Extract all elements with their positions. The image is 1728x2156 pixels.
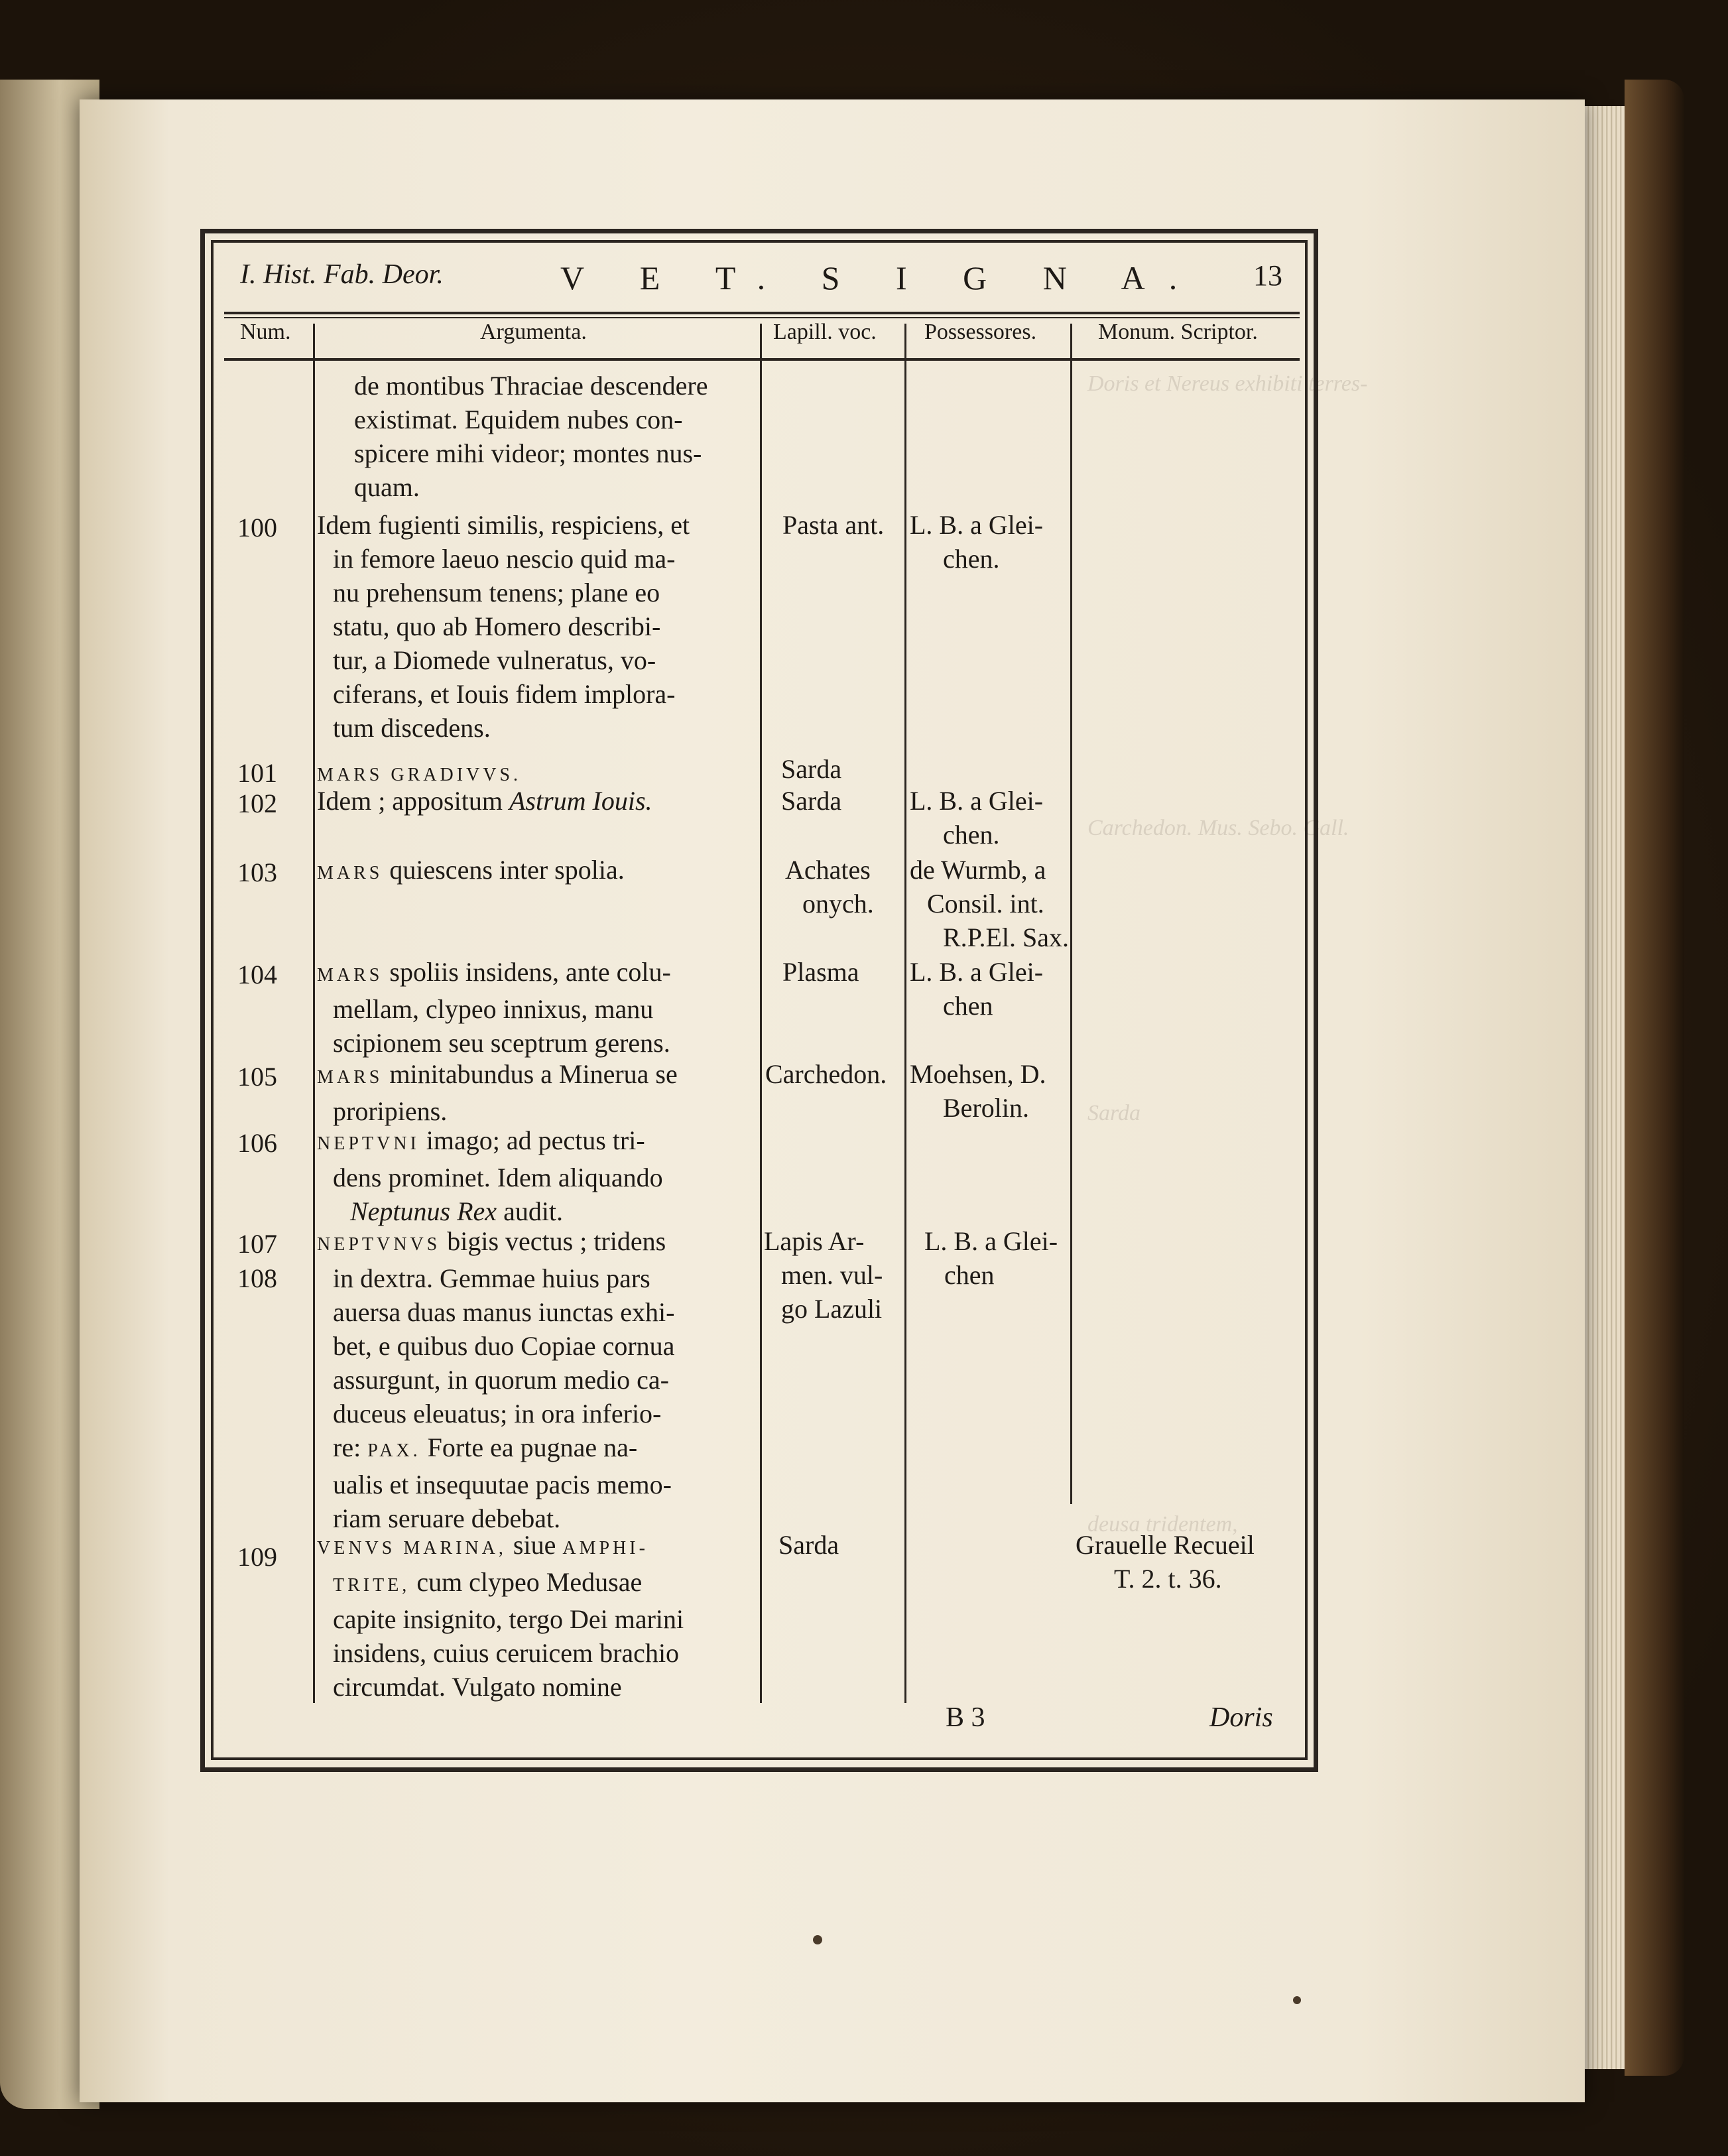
text-line: Achates xyxy=(785,855,871,885)
bleed-through: deusa tridentem, xyxy=(1087,1512,1238,1537)
ink-spot xyxy=(813,1935,822,1944)
text-line: duceus eleuatus; in ora inferio- xyxy=(333,1399,662,1428)
entry-monument xyxy=(1076,1528,1255,1596)
text-line: nu prehensum tenens; plane eo xyxy=(333,578,660,607)
text-span: cum clypeo Medusae xyxy=(410,1567,643,1597)
text-line: auersa duas manus iunctas exhi- xyxy=(333,1297,675,1327)
entry-number: 100 xyxy=(237,513,277,542)
entry-possessor xyxy=(910,508,1043,576)
entry-argument xyxy=(317,1057,678,1128)
text-line: go Lazuli xyxy=(781,1294,883,1324)
entry-possessor xyxy=(910,955,1043,1023)
text-span: siue xyxy=(506,1530,563,1560)
section-title: V E T. S I G N A. xyxy=(560,259,1202,296)
small-caps-name: MARS GRADIVVS. xyxy=(317,765,522,785)
text-line: assurgunt, in quorum medio ca- xyxy=(333,1365,669,1395)
text-span: imago; ad pectus tri- xyxy=(419,1125,645,1155)
text-line: Idem fugienti similis, respiciens, et xyxy=(317,510,690,540)
entry-possessor xyxy=(910,1057,1046,1125)
text-line xyxy=(317,955,671,992)
text-span: re: xyxy=(333,1432,368,1462)
italic-text: Astrum Iouis. xyxy=(509,786,652,816)
entry-argument xyxy=(317,784,652,818)
bleed-through: Doris et Nereus exhibiti terres- xyxy=(1087,371,1368,396)
text-line: circumdat. Vulgato nomine xyxy=(333,1672,622,1702)
text-line: de Wurmb, a xyxy=(910,855,1046,885)
book-cover-edge xyxy=(1625,80,1684,2076)
text-line: bet, e quibus duo Copiae cornua xyxy=(333,1331,675,1361)
running-title: I. Hist. Fab. Deor. xyxy=(240,259,444,290)
column-header-argumenta: Argumenta. xyxy=(480,320,587,344)
text-line: de montibus Thraciae descendere xyxy=(354,371,708,401)
column-rule xyxy=(904,324,906,1703)
continued-text xyxy=(354,369,708,504)
entry-lapill xyxy=(765,1057,887,1091)
column-header-rule xyxy=(224,358,1300,361)
text-line: Sarda xyxy=(781,754,842,784)
text-line xyxy=(317,1430,674,1468)
text-span: quiescens inter spolia. xyxy=(383,855,625,885)
small-caps-name: TRITE, xyxy=(333,1575,410,1596)
small-caps-name: PAX. xyxy=(367,1440,421,1461)
entry-number: 109 xyxy=(237,1542,277,1572)
entry-argument xyxy=(317,1528,684,1704)
text-line xyxy=(317,1194,663,1228)
text-span: spoliis insidens, ante colu- xyxy=(383,957,671,987)
page-edges xyxy=(1585,106,1625,2069)
text-line: chen. xyxy=(943,544,1000,574)
entry-argument xyxy=(317,508,690,745)
bleed-through: Carchedon. Mus. Sebo. Gall. xyxy=(1087,816,1349,840)
text-line: Sarda xyxy=(781,786,842,816)
column-header-monum: Monum. Scriptor. xyxy=(1098,320,1258,344)
italic-text: Neptunus Rex xyxy=(350,1196,497,1226)
entry-number: 102 xyxy=(237,789,277,818)
entry-number: 108 xyxy=(237,1263,277,1293)
text-line: tur, a Diomede vulneratus, vo- xyxy=(333,645,656,675)
text-line xyxy=(317,1224,674,1261)
page-number: 13 xyxy=(1253,259,1282,292)
small-caps-name: AMPHI- xyxy=(562,1538,648,1558)
text-line: Sarda xyxy=(778,1530,839,1560)
text-line: proripiens. xyxy=(333,1096,448,1126)
text-line: in dextra. Gemmae huius pars xyxy=(333,1263,650,1293)
entry-number: 104 xyxy=(237,960,277,989)
text-line: Consil. int. xyxy=(927,889,1044,919)
entry-number: 106 xyxy=(237,1128,277,1158)
catchword: Doris xyxy=(1209,1702,1273,1733)
text-line: L. B. a Glei- xyxy=(924,1226,1058,1256)
text-line: Grauelle Recueil xyxy=(1076,1530,1255,1560)
text-line: chen. xyxy=(943,820,1000,850)
text-line: quam. xyxy=(354,472,420,502)
column-rule xyxy=(760,324,762,1703)
small-caps-name: MARS xyxy=(317,1067,383,1088)
text-span: audit. xyxy=(497,1196,564,1226)
text-line: riam seruare debebat. xyxy=(333,1503,561,1533)
text-line: statu, quo ab Homero describi- xyxy=(333,611,661,641)
text-span: Forte ea pugnae na- xyxy=(420,1432,638,1462)
entry-lapill xyxy=(785,853,874,920)
entry-possessor xyxy=(924,1224,1058,1292)
column-header-possessores: Possessores. xyxy=(924,320,1037,344)
entry-possessor xyxy=(910,853,1069,954)
text-line: chen xyxy=(943,991,993,1021)
text-line: ciferans, et Iouis fidem implora- xyxy=(333,679,676,709)
entry-lapill xyxy=(781,752,841,786)
text-span: minitabundus a Minerua se xyxy=(383,1059,678,1089)
entry-number: 101 xyxy=(237,758,277,788)
text-line: onych. xyxy=(802,889,874,919)
signature-mark: B 3 xyxy=(946,1702,985,1733)
text-line: men. vul- xyxy=(781,1260,883,1290)
small-caps-name: VENVS MARINA, xyxy=(317,1538,507,1558)
entry-lapill xyxy=(778,1528,839,1562)
text-span: bigis vectus ; tridens xyxy=(440,1226,666,1256)
text-line: existimat. Equidem nubes con- xyxy=(354,405,683,434)
header-rule xyxy=(224,317,1300,318)
small-caps-name: NEPTVNVS xyxy=(317,1234,441,1255)
entry-argument xyxy=(317,1123,663,1228)
text-line: mellam, clypeo innixus, manu xyxy=(333,994,654,1024)
text-line: Berolin. xyxy=(943,1093,1029,1123)
text-line: L. B. a Glei- xyxy=(910,510,1044,540)
column-header-num: Num. xyxy=(240,320,291,344)
text-line: dens prominet. Idem aliquando xyxy=(333,1163,663,1192)
header-rule xyxy=(224,312,1300,314)
bleed-through: Sarda xyxy=(1087,1101,1141,1125)
text-line: scipionem seu sceptrum gerens. xyxy=(333,1028,670,1058)
text-line: L. B. a Glei- xyxy=(910,786,1044,816)
text-line xyxy=(317,1057,678,1094)
entry-number: 105 xyxy=(237,1062,277,1092)
text-line: chen xyxy=(944,1260,995,1290)
column-rule xyxy=(313,324,315,1703)
text-line xyxy=(317,1528,684,1565)
entry-argument xyxy=(317,955,671,1060)
entry-argument xyxy=(317,1224,674,1535)
entry-number: 107 xyxy=(237,1229,277,1259)
text-line xyxy=(317,1123,663,1161)
text-line: T. 2. t. 36. xyxy=(1114,1564,1222,1594)
text-span: Idem ; appositum xyxy=(317,786,509,816)
entry-lapill xyxy=(782,508,884,542)
text-line: Pasta ant. xyxy=(782,510,885,540)
text-line: insidens, cuius ceruicem brachio xyxy=(333,1638,680,1668)
text-line: R.P.El. Sax. xyxy=(943,922,1070,952)
text-line: tum discedens. xyxy=(333,713,491,743)
text-line: L. B. a Glei- xyxy=(910,957,1044,987)
entry-possessor xyxy=(910,784,1043,852)
entry-lapill xyxy=(764,1224,883,1326)
text-line: spicere mihi videor; montes nus- xyxy=(354,438,702,468)
text-line: in femore laeuo nescio quid ma- xyxy=(333,544,676,574)
entry-lapill xyxy=(781,784,841,818)
column-rule xyxy=(1070,324,1072,1504)
text-line xyxy=(317,1565,684,1602)
text-line: Moehsen, D. xyxy=(910,1059,1046,1089)
ink-spot xyxy=(1293,1996,1301,2004)
text-line: Lapis Ar- xyxy=(764,1226,865,1256)
small-caps-name: MARS xyxy=(317,863,383,883)
text-line: Carchedon. xyxy=(765,1059,887,1089)
entry-lapill xyxy=(782,955,859,989)
small-caps-name: NEPTVNI xyxy=(317,1133,420,1154)
text-line: Plasma xyxy=(782,957,859,987)
text-line: capite insignito, tergo Dei marini xyxy=(333,1604,684,1634)
entry-number: 103 xyxy=(237,857,277,887)
small-caps-name: MARS xyxy=(317,965,383,985)
column-header-lapill: Lapill. voc. xyxy=(773,320,877,344)
text-line: ualis et insequutae pacis memo- xyxy=(333,1470,672,1499)
entry-argument xyxy=(317,853,625,890)
